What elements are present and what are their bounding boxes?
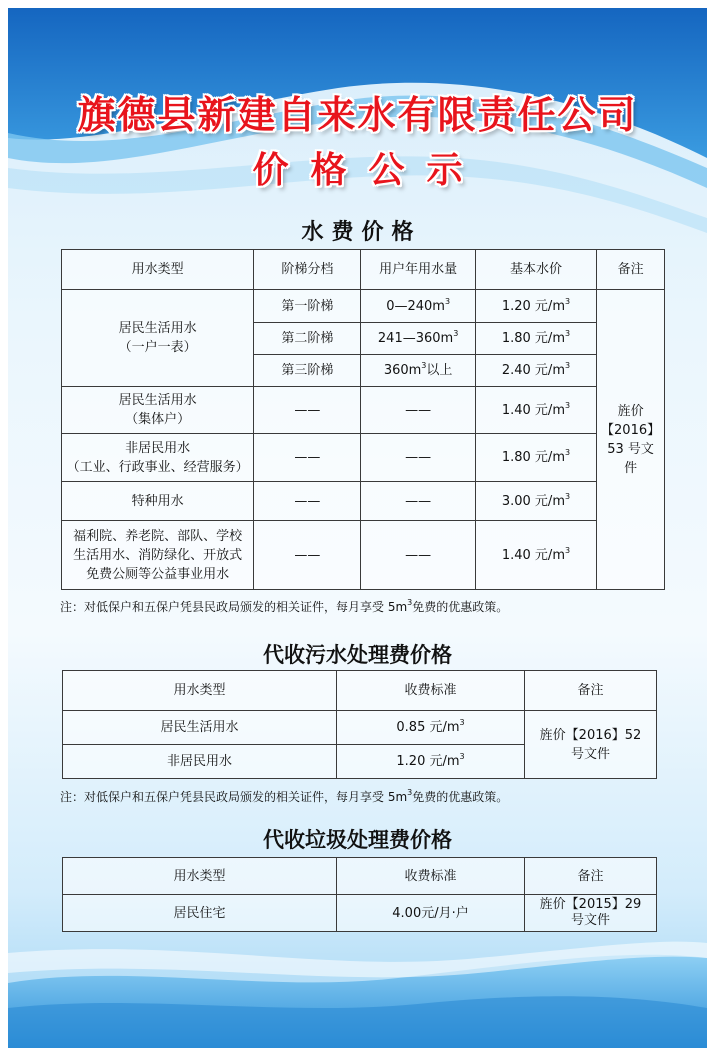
water-type-line: 福利院、养老院、部队、学校 bbox=[73, 528, 243, 544]
header-cell: 用户年用水量 bbox=[361, 250, 475, 290]
price-text: 1.20 元/m bbox=[396, 754, 460, 769]
remark-cell bbox=[525, 711, 657, 779]
sewage-discount-note bbox=[60, 788, 508, 805]
remark-line: 【2016】 bbox=[601, 422, 661, 438]
header-cell: 用水类型 bbox=[63, 858, 337, 895]
header-cell: 基本水价 bbox=[475, 250, 596, 290]
garbage-fee-heading: 代收垃圾处理费价格 bbox=[263, 828, 452, 852]
water-type-line: 免费公厕等公益事业用水 bbox=[86, 566, 230, 582]
water-type-line: 居民生活用水 bbox=[118, 321, 197, 336]
table-header-row bbox=[63, 671, 657, 711]
water-discount-note bbox=[60, 598, 508, 615]
superscript: 3 bbox=[459, 752, 465, 761]
table-row bbox=[62, 521, 665, 590]
water-type-line: 生活用水、消防绿化、开放式 bbox=[73, 547, 243, 563]
water-price-table bbox=[61, 249, 665, 590]
superscript: 3 bbox=[421, 361, 427, 370]
water-type-cell bbox=[62, 387, 254, 434]
volume-cell: —— bbox=[361, 482, 475, 521]
tier-cell: 第二阶梯 bbox=[254, 323, 361, 355]
tier-cell: —— bbox=[254, 482, 361, 521]
note-text: 免费的优惠政策。 bbox=[412, 600, 509, 614]
note-text: 注：对低保户和五保户凭县民政局颁发的相关证件，每月享受 5m bbox=[60, 600, 408, 614]
water-price-heading: 水费价格 bbox=[301, 220, 422, 245]
water-type-cell: 非居民用水 bbox=[63, 745, 337, 779]
water-type-line: （一户一表） bbox=[118, 340, 197, 355]
volume-text: 360m bbox=[383, 363, 422, 378]
superscript: 3 bbox=[564, 491, 571, 501]
superscript: 3 bbox=[444, 296, 451, 306]
price-cell bbox=[337, 745, 525, 779]
price-cell bbox=[475, 434, 596, 482]
table-row bbox=[62, 290, 665, 323]
price-cell bbox=[475, 521, 596, 590]
note-text: 注：对低保户和五保户凭县民政局颁发的相关证件，每月享受 5m bbox=[60, 790, 408, 804]
sewage-fee-table bbox=[62, 670, 657, 779]
tier-cell: 第三阶梯 bbox=[254, 355, 361, 387]
price-cell bbox=[337, 711, 525, 745]
remark-line: 旌价【2016】52 bbox=[539, 727, 642, 743]
water-type-cell bbox=[62, 521, 254, 590]
header-cell: 用水类型 bbox=[63, 671, 337, 711]
price-cell bbox=[475, 290, 596, 323]
volume-cell: —— bbox=[361, 434, 475, 482]
remark-line: 号文件 bbox=[570, 913, 610, 928]
remark-line: 件 bbox=[624, 460, 638, 476]
price-text: 3.00 元/m bbox=[501, 493, 565, 509]
superscript: 3 bbox=[564, 545, 571, 555]
garbage-fee-table bbox=[62, 857, 657, 932]
table-row bbox=[62, 482, 665, 521]
header-cell: 收费标准 bbox=[337, 858, 525, 895]
header-cell: 备注 bbox=[525, 858, 657, 895]
tier-cell: —— bbox=[254, 434, 361, 482]
volume-text: 241—360m bbox=[377, 331, 454, 346]
price-text: 2.40 元/m bbox=[501, 363, 565, 378]
table-row bbox=[62, 434, 665, 482]
header-cell: 备注 bbox=[525, 671, 657, 711]
volume-cell bbox=[361, 323, 475, 355]
sewage-fee-heading: 代收污水处理费价格 bbox=[263, 643, 452, 667]
notice-title: 价格公示 bbox=[252, 150, 485, 191]
table-header-row bbox=[63, 858, 657, 895]
remark-cell bbox=[525, 895, 657, 932]
volume-cell bbox=[361, 355, 475, 387]
price-text: 1.80 元/m bbox=[501, 450, 565, 465]
remark-line: 号文件 bbox=[570, 746, 610, 762]
header-cell: 备注 bbox=[597, 250, 665, 290]
price-text: 1.20 元/m bbox=[501, 298, 565, 314]
superscript: 3 bbox=[564, 296, 571, 306]
water-type-line: （集体户） bbox=[125, 412, 191, 427]
superscript: 3 bbox=[564, 448, 571, 457]
price-cell bbox=[475, 387, 596, 434]
volume-text: 0—240m bbox=[386, 298, 445, 314]
header-cell: 用水类型 bbox=[62, 250, 254, 290]
header-cell: 阶梯分档 bbox=[254, 250, 361, 290]
price-cell bbox=[475, 355, 596, 387]
tier-cell: —— bbox=[254, 521, 361, 590]
price-text: 1.80 元/m bbox=[501, 331, 565, 346]
price-notice-poster bbox=[8, 8, 707, 1048]
superscript: 3 bbox=[407, 788, 413, 797]
table-row bbox=[63, 711, 657, 745]
price-cell: 4.00元/月·户 bbox=[337, 895, 525, 932]
water-type-line: 居民生活用水 bbox=[118, 393, 197, 408]
water-type-cell: 特种用水 bbox=[62, 482, 254, 521]
remark-line: 53 号文 bbox=[607, 441, 654, 457]
header-cell: 收费标准 bbox=[337, 671, 525, 711]
table-row bbox=[62, 387, 665, 434]
water-type-cell bbox=[62, 434, 254, 482]
price-text: 1.40 元/m bbox=[501, 402, 565, 418]
superscript: 3 bbox=[564, 400, 571, 410]
company-title: 旗德县新建自来水有限责任公司 bbox=[77, 93, 638, 137]
water-type-cell bbox=[62, 290, 254, 387]
price-cell bbox=[475, 482, 596, 521]
remark-cell bbox=[597, 290, 665, 590]
price-cell bbox=[475, 323, 596, 355]
volume-cell bbox=[361, 290, 475, 323]
remark-line: 旌价 bbox=[617, 403, 644, 419]
volume-cell: —— bbox=[361, 387, 475, 434]
water-type-line: 非居民用水 bbox=[125, 440, 191, 456]
remark-line: 旌价【2015】29 bbox=[539, 897, 642, 912]
water-type-cell: 居民住宅 bbox=[63, 895, 337, 932]
note-text: 免费的优惠政策。 bbox=[412, 790, 509, 804]
superscript: 3 bbox=[564, 329, 571, 338]
volume-suffix: 以上 bbox=[426, 363, 453, 378]
table-header-row bbox=[62, 250, 665, 290]
water-type-cell: 居民生活用水 bbox=[63, 711, 337, 745]
superscript: 3 bbox=[453, 329, 459, 338]
tier-cell: 第一阶梯 bbox=[254, 290, 361, 323]
price-text: 0.85 元/m bbox=[396, 720, 460, 735]
superscript: 3 bbox=[564, 361, 571, 370]
table-row bbox=[63, 895, 657, 932]
price-text: 1.40 元/m bbox=[501, 547, 565, 563]
water-type-line: （工业、行政事业、经营服务） bbox=[66, 459, 249, 475]
superscript: 3 bbox=[407, 598, 413, 607]
volume-cell: —— bbox=[361, 521, 475, 590]
superscript: 3 bbox=[459, 718, 465, 727]
tier-cell: —— bbox=[254, 387, 361, 434]
